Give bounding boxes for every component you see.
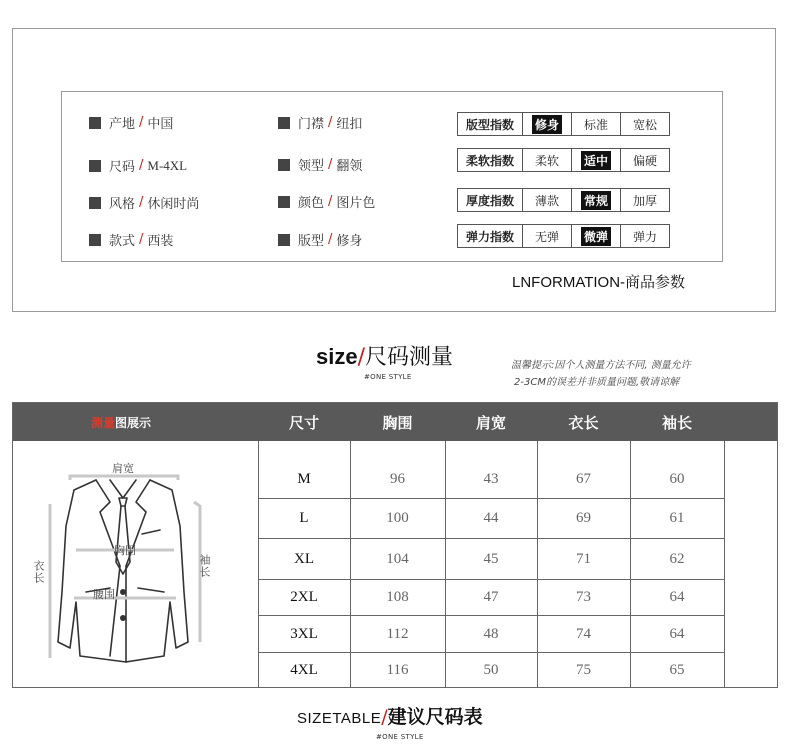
size-cell: 4XL	[290, 661, 318, 678]
index-option: 偏硬	[632, 153, 657, 168]
sleeve-cell: 65	[669, 661, 685, 678]
column-header: 衣长	[568, 413, 599, 432]
attr-value: 中国	[147, 117, 174, 132]
length-cell: 67	[576, 470, 591, 487]
label-waist: 腰围	[93, 588, 115, 601]
index-row-elasticity	[457, 224, 670, 248]
index-row-fit	[457, 112, 670, 136]
attr-value: 图片色	[336, 196, 376, 211]
info-caption: LNFORMATION-商品参数	[512, 274, 686, 291]
attr-label: 款式	[109, 234, 136, 249]
attr-style: 风格 / 休闲时尚	[89, 193, 199, 212]
length-cell: 73	[576, 589, 591, 605]
index-row-thickness	[457, 188, 670, 212]
label-shoulder: 肩宽	[112, 462, 134, 475]
bullet-square-icon	[278, 196, 290, 208]
label-chest: 胸围	[114, 544, 136, 557]
index-option: 弹力	[632, 229, 657, 244]
index-option: 微弹	[572, 225, 621, 247]
length-cell: 69	[576, 510, 591, 526]
attr-value: M-4XL	[147, 157, 188, 173]
bullet-square-icon	[89, 117, 101, 129]
size-cell: XL	[294, 550, 314, 567]
index-label: 厚度指数	[458, 189, 523, 211]
chest-cell: 104	[386, 550, 409, 567]
attr-value: 翻领	[336, 159, 363, 174]
attr-color: 颜色 / 图片色	[278, 192, 375, 211]
column-header: 尺寸	[288, 413, 319, 432]
tip-line: 温馨提示:因个人测量方法不同, 测量允许	[511, 360, 691, 371]
size-cell: L	[299, 510, 309, 526]
attr-origin: 产地 / 中国	[89, 113, 173, 132]
index-option: 无弹	[523, 225, 572, 247]
attr-type: 款式 / 西装	[89, 230, 173, 249]
index-label: 版型指数	[458, 113, 523, 135]
sleeve-cell: 64	[669, 625, 685, 642]
sleeve-cell: 60	[669, 470, 685, 487]
attr-label: 领型	[298, 159, 325, 174]
label-length: 衣长	[32, 560, 45, 584]
attr-label: 版型	[298, 234, 325, 249]
sizetable-title: SIZETABLE/建议尺码表	[297, 706, 483, 728]
column-header: 袖长	[661, 413, 692, 432]
index-option: 标准	[572, 113, 621, 135]
chest-cell: 108	[386, 589, 409, 605]
attr-label: 产地	[109, 117, 136, 132]
size-title: size/尺码测量	[316, 344, 454, 370]
index-label: 柔软指数	[458, 149, 523, 171]
bullet-square-icon	[89, 234, 101, 246]
index-label: 弹力指数	[458, 225, 523, 247]
attr-label: 风格	[109, 197, 136, 212]
size-cell: 3XL	[290, 625, 318, 642]
measurement-diagram	[14, 442, 258, 687]
bullet-square-icon	[278, 159, 290, 171]
column-header: 肩宽	[475, 413, 506, 432]
attr-value: 休闲时尚	[147, 197, 200, 212]
shoulder-cell: 50	[483, 661, 499, 678]
sleeve-cell: 62	[669, 550, 685, 567]
sleeve-cell: 61	[669, 510, 685, 526]
size-table	[12, 402, 778, 688]
attr-label: 门襟	[298, 117, 325, 132]
index-option: 薄款	[523, 189, 572, 211]
index-row-softness	[457, 148, 670, 172]
bullet-square-icon	[89, 160, 101, 172]
bullet-square-icon	[278, 117, 290, 129]
label-sleeve: 袖长	[198, 554, 211, 578]
attr-value: 修身	[336, 234, 363, 249]
index-option: 修身	[523, 113, 572, 135]
size-cell: 2XL	[290, 589, 318, 605]
tip-line: 2-3CM的误差并非质量问题,敬请谅解	[514, 377, 680, 388]
index-option: 柔软	[523, 149, 572, 171]
column-header: 胸围	[382, 413, 413, 432]
style-tag: #ONE STYLE	[364, 373, 412, 381]
attr-label: 颜色	[298, 196, 325, 211]
chest-cell: 96	[390, 470, 405, 487]
diagram-header: 测量图展示	[91, 416, 152, 430]
chest-cell: 100	[386, 510, 409, 526]
sleeve-cell: 64	[669, 589, 685, 605]
style-tag-bottom: #ONE STYLE	[376, 733, 424, 741]
attr-fit: 版型 / 修身	[278, 230, 362, 249]
chest-cell: 116	[386, 661, 409, 678]
index-option: 宽松	[632, 117, 657, 132]
measurement-tip	[511, 357, 691, 391]
length-cell: 71	[576, 550, 591, 567]
shoulder-cell: 45	[483, 550, 499, 567]
attr-value: 西装	[147, 234, 174, 249]
shoulder-cell: 44	[483, 510, 499, 526]
length-cell: 74	[576, 625, 591, 642]
shoulder-cell: 47	[483, 589, 499, 605]
chest-cell: 112	[386, 625, 409, 642]
attr-value: 纽扣	[336, 117, 363, 132]
attr-size-range: 尺码 / M-4XL	[89, 156, 187, 175]
size-cell: M	[297, 470, 311, 487]
index-option: 加厚	[632, 193, 657, 208]
bullet-square-icon	[278, 234, 290, 246]
attr-placket: 门襟 / 纽扣	[278, 113, 362, 132]
index-option: 适中	[572, 149, 621, 171]
attr-label: 尺码	[109, 160, 136, 175]
shoulder-cell: 48	[483, 625, 499, 642]
table-header	[13, 403, 777, 441]
jacket-icon	[14, 442, 258, 687]
attr-collar: 领型 / 翻领	[278, 155, 362, 174]
index-option: 常规	[572, 189, 621, 211]
length-cell: 75	[576, 661, 591, 678]
shoulder-cell: 43	[483, 470, 499, 487]
bullet-square-icon	[89, 197, 101, 209]
